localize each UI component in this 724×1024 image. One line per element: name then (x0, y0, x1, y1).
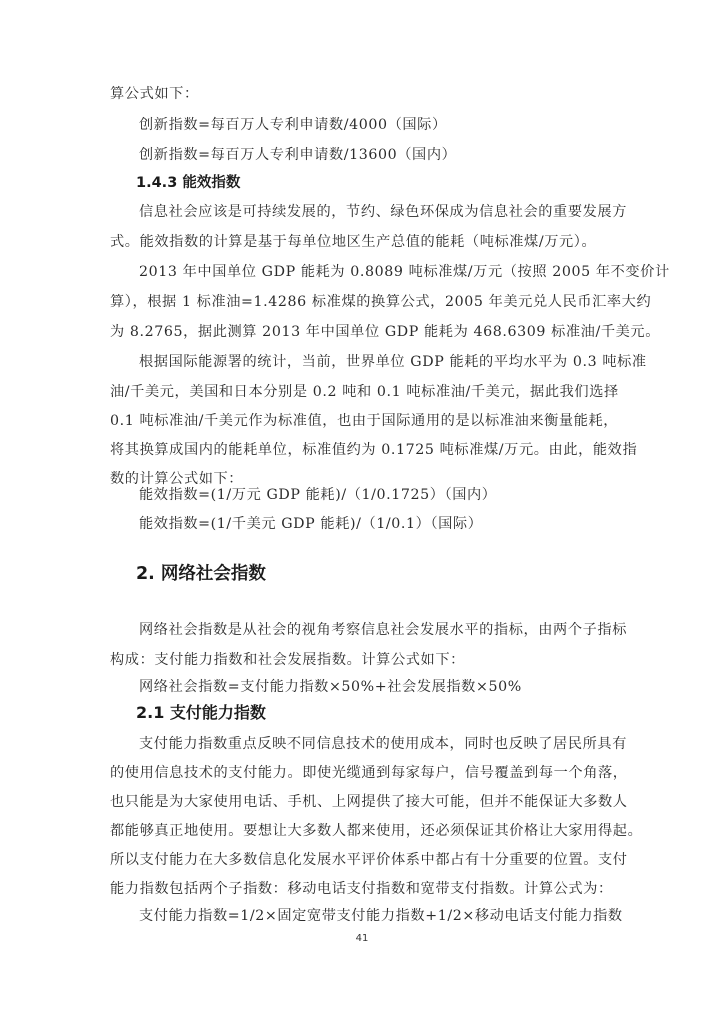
paragraph-line: 构成：支付能力指数和社会发展指数。计算公式如下： (110, 652, 465, 668)
paragraph-line: 信息社会应该是可持续发展的，节约、绿色环保成为信息社会的重要发展方 (139, 204, 627, 220)
formula-efficiency-international: 能效指数=(1/千美元 GDP 能耗)/（1/0.1）（国际） (139, 516, 483, 532)
page-number: 41 (355, 933, 369, 944)
paragraph-line: 都能够真正地使用。要想让大多数人都来使用，还必须保证其价格让大家用得起。 (110, 823, 643, 839)
paragraph-line: 将其换算成国内的能耗单位，标准值约为 0.1725 吨标准煤/万元。由此，能效指 (110, 442, 638, 458)
paragraph-line: 也只能是为大家使用电话、手机、上网提供了接大可能，但并不能保证大多数人 (110, 794, 628, 810)
paragraph-line: 2013 年中国单位 GDP 能耗为 0.8089 吨标准煤/万元（按照 2005 年不变价计 (139, 264, 670, 280)
paragraph-line: 算），根据 1 标准油=1.4286 标准煤的换算公式，2005 年美元兑人民币汇率大约 (110, 294, 652, 310)
formula-efficiency-domestic: 能效指数=(1/万元 GDP 能耗)/（1/0.1725）（国内） (139, 487, 497, 503)
section-heading-1-4-3: 1.4.3 能效指数 (136, 175, 241, 191)
paragraph-line: 能力指数包括两个子指数：移动电话支付指数和宽带支付指数。计算公式为： (110, 881, 613, 897)
formula-network-society: 网络社会指数=支付能力指数×50%+社会发展指数×50% (139, 679, 522, 695)
paragraph-line: 式。能效指数的计算是基于每单位地区生产总值的能耗（吨标准煤/万元）。 (110, 234, 597, 250)
paragraph-line: 的使用信息技术的支付能力。即使光缆通到每家每户，信号覆盖到每一个角落， (110, 765, 628, 781)
paragraph-line: 为 8.2765，据此测算 2013 年中国单位 GDP 能耗为 468.6309 标准油/千美元。 (110, 324, 660, 340)
paragraph-line: 0.1 吨标准油/千美元作为标准值，也由于国际通用的是以标准油来衡量能耗， (110, 413, 619, 429)
section-heading-2-1: 2.1 支付能力指数 (136, 703, 266, 722)
section-heading-2: 2. 网络社会指数 (136, 564, 266, 584)
paragraph-line: 支付能力指数重点反映不同信息技术的使用成本，同时也反映了居民所具有 (139, 736, 627, 752)
paragraph-line: 所以支付能力在大多数信息化发展水平评价体系中都占有十分重要的位置。支付 (110, 852, 628, 868)
paragraph-line: 算公式如下： (110, 86, 199, 102)
paragraph-line: 网络社会指数是从社会的视角考察信息社会发展水平的指标，由两个子指标 (139, 622, 627, 638)
formula-innovation-international: 创新指数=每百万人专利申请数/4000（国际） (139, 117, 447, 133)
paragraph-line: 油/千美元，美国和日本分别是 0.2 吨和 0.1 吨标准油/千美元，据此我们选择 (110, 384, 619, 400)
paragraph-line: 根据国际能源署的统计，当前，世界单位 GDP 能耗的平均水平为 0.3 吨标准 (139, 354, 647, 370)
paragraph-line: 数的计算公式如下： (110, 471, 244, 487)
formula-innovation-domestic: 创新指数=每百万人专利申请数/13600（国内） (139, 147, 457, 163)
formula-payment-ability: 支付能力指数=1/2×固定宽带支付能力指数+1/2×移动电话支付能力指数 (139, 908, 623, 924)
